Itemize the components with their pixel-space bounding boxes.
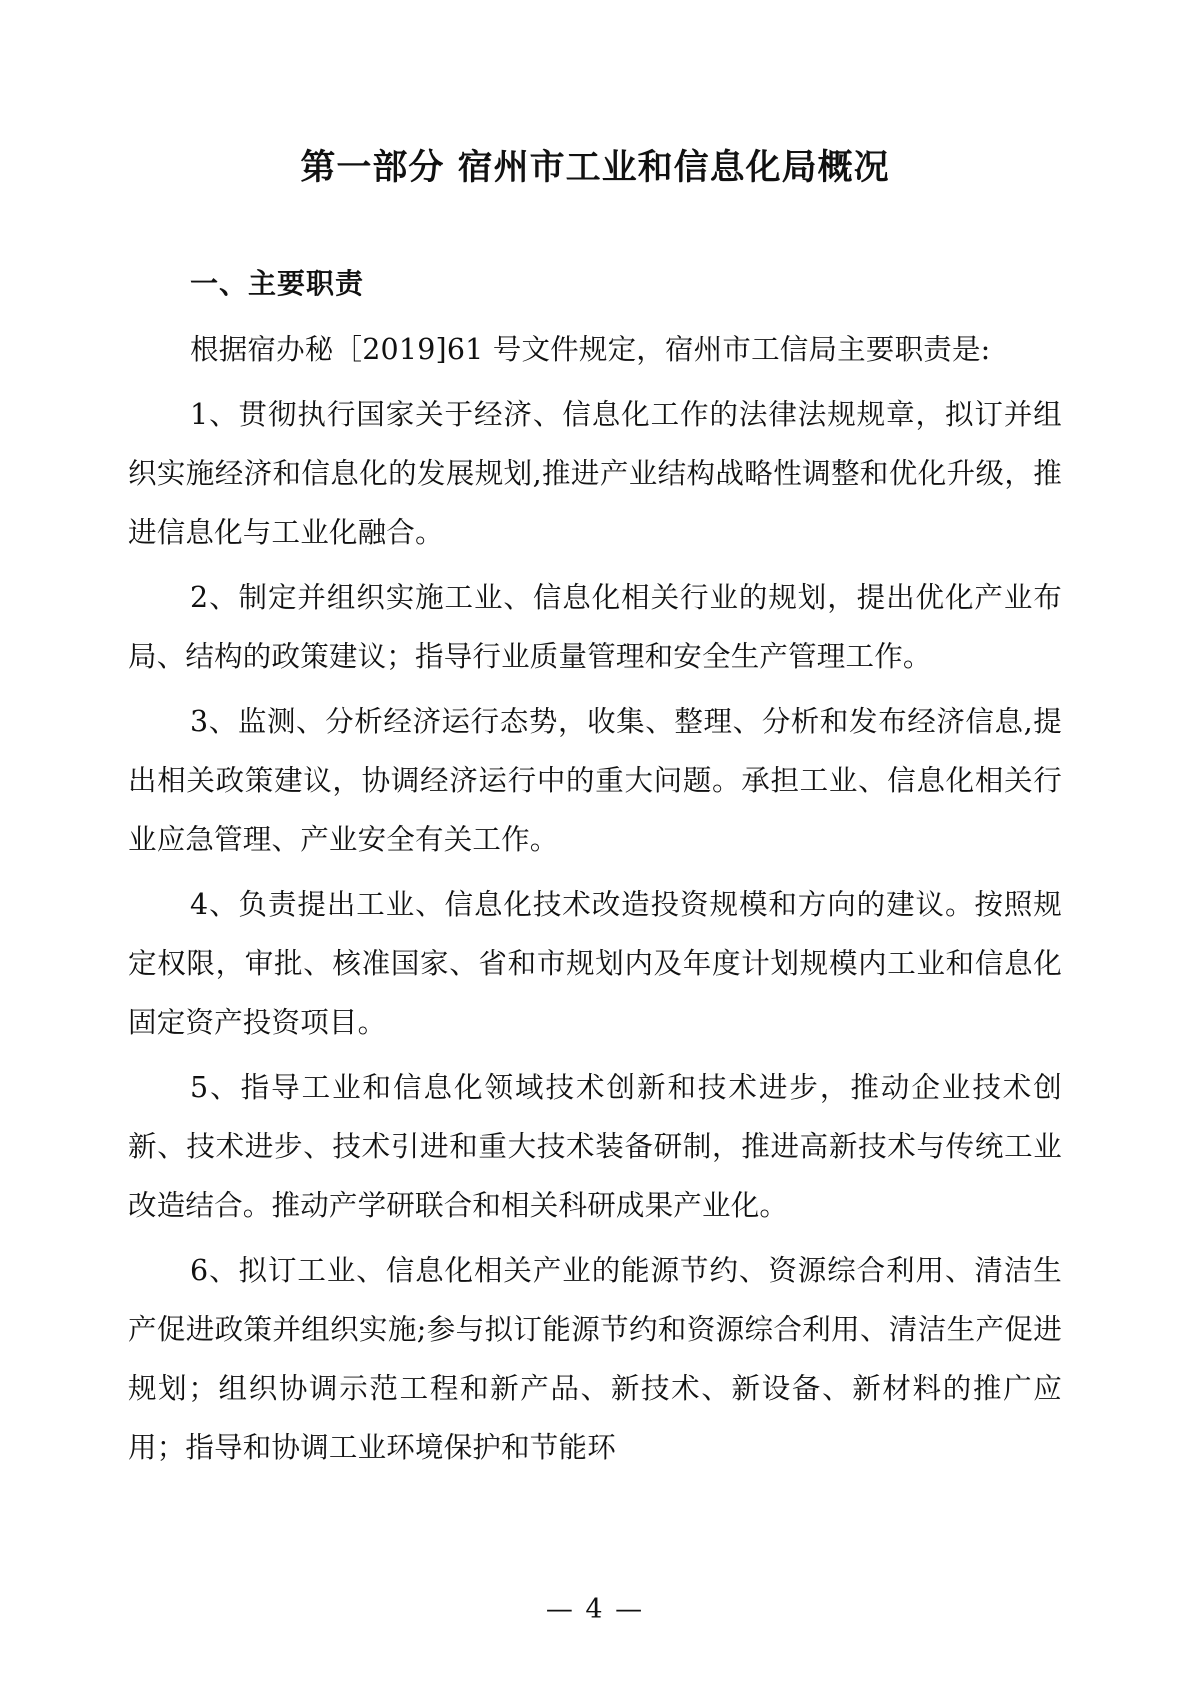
paragraph-item-3: 3、监测、分析经济运行态势，收集、整理、分析和发布经济信息,提出相关政策建议，协调经济运行中的重大问题。承担工业、信息化相关行业应急管理、产业安全有关工作。 — [128, 705, 1062, 856]
paragraph-item-1: 1、贯彻执行国家关于经济、信息化工作的法律法规规章，拟订并组织实施经济和信息化的发展规划,推进产业结构战略性调整和优化升级，推进信息化与工业化融合。 — [128, 398, 1062, 549]
paragraph-item-5: 5、指导工业和信息化领域技术创新和技术进步，推动企业技术创新、技术进步、技术引进和重大技术装备研制，推进高新技术与传统工业改造结合。推动产学研联合和相关科研成果产业化。 — [128, 1071, 1062, 1222]
paragraph-item-2: 2、制定并组织实施工业、信息化相关行业的规划，提出优化产业布局、结构的政策建议；指导行业质量管理和安全生产管理工作。 — [128, 581, 1062, 673]
section-heading-main-duties: 一、主要职责 — [190, 267, 365, 300]
paragraph-item-4: 4、负责提出工业、信息化技术改造投资规模和方向的建议。按照规定权限，审批、核准国家、省和市规划内及年度计划规模内工业和信息化固定资产投资项目。 — [128, 888, 1062, 1039]
paragraph-item-6: 6、拟订工业、信息化相关产业的能源节约、资源综合利用、清洁生产促进政策并组织实施;参与拟订能源节约和资源综合利用、清洁生产促进规划；组织协调示范工程和新产品、新技术、新设备、新材料的推广应用；指导和协调工业环境保护和节能环 — [128, 1254, 1062, 1464]
paragraph-intro: 根据宿办秘［2019]61 号文件规定，宿州市工信局主要职责是: — [190, 333, 991, 366]
page-title: 第一部分 宿州市工业和信息化局概况 — [300, 147, 890, 188]
page-number: — 4 — — [545, 1594, 645, 1625]
